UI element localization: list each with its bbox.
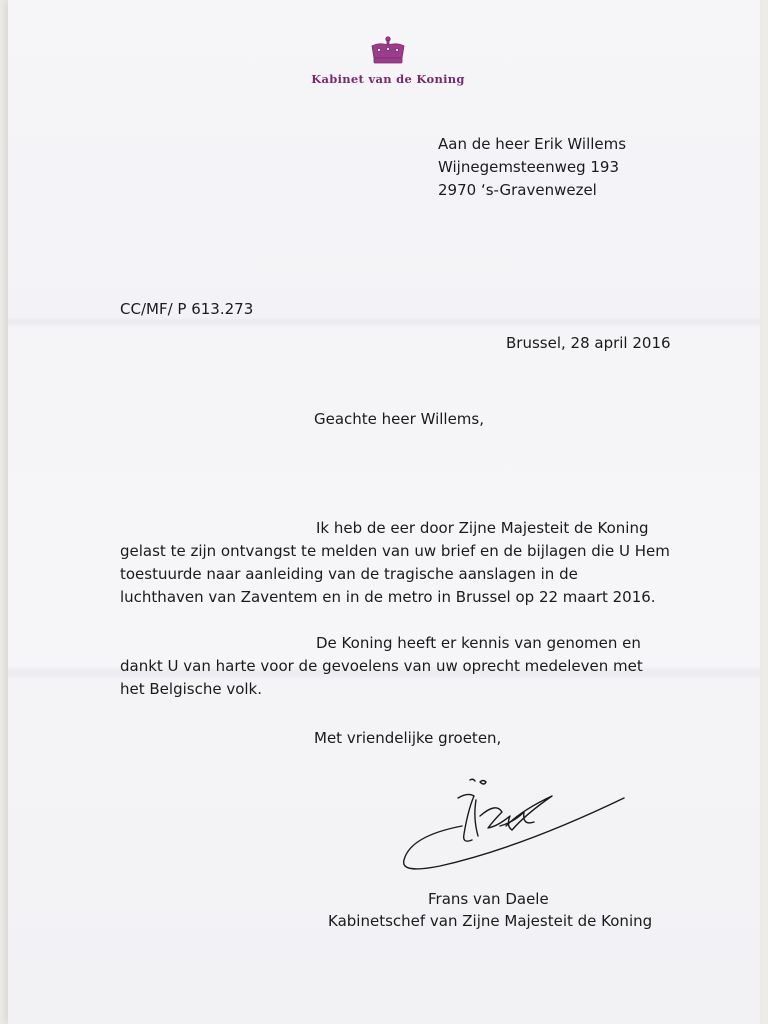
paragraph-2-line-2: dankt U van harte voor de gevoelens van uw oprecht medeleven met <box>120 657 643 675</box>
letter-page <box>8 0 760 1024</box>
letterhead-title: Kabinet van de Koning <box>311 72 465 86</box>
paragraph-1-line-4: luchthaven van Zaventem en in de metro in Brussel op 22 maart 2016. <box>120 588 656 606</box>
handwritten-signature <box>400 776 630 876</box>
signatory-title: Kabinetschef van Zijne Majesteit de Koning <box>328 912 653 930</box>
recipient-name: Aan de heer Erik Willems <box>438 135 627 153</box>
crown-icon <box>370 36 406 66</box>
recipient-street: Wijnegemsteenweg 193 <box>438 158 620 176</box>
paragraph-2-line-3: het Belgische volk. <box>120 680 263 698</box>
letter-date: Brussel, 28 april 2016 <box>506 334 671 352</box>
closing-phrase: Met vriendelijke groeten, <box>314 729 502 747</box>
paragraph-1-line-2: gelast te zijn ontvangst te melden van uw brief en de bijlagen die U Hem <box>120 542 670 560</box>
reference-number: CC/MF/ P 613.273 <box>120 300 254 318</box>
body-paragraph-1 <box>120 517 670 609</box>
signatory-name: Frans van Daele <box>428 890 549 908</box>
salutation: Geachte heer Willems, <box>314 410 485 428</box>
paragraph-1-line-1: Ik heb de eer door Zijne Majesteit de Koning <box>316 519 649 537</box>
recipient-address <box>438 133 626 202</box>
paragraph-1-line-3: toestuurde naar aanleiding van de tragische aanslagen in de <box>120 565 578 583</box>
recipient-city: 2970 ‘s-Gravenwezel <box>438 181 597 199</box>
paragraph-2-line-1: De Koning heeft er kennis van genomen en <box>316 634 641 652</box>
body-paragraph-2 <box>120 632 643 701</box>
